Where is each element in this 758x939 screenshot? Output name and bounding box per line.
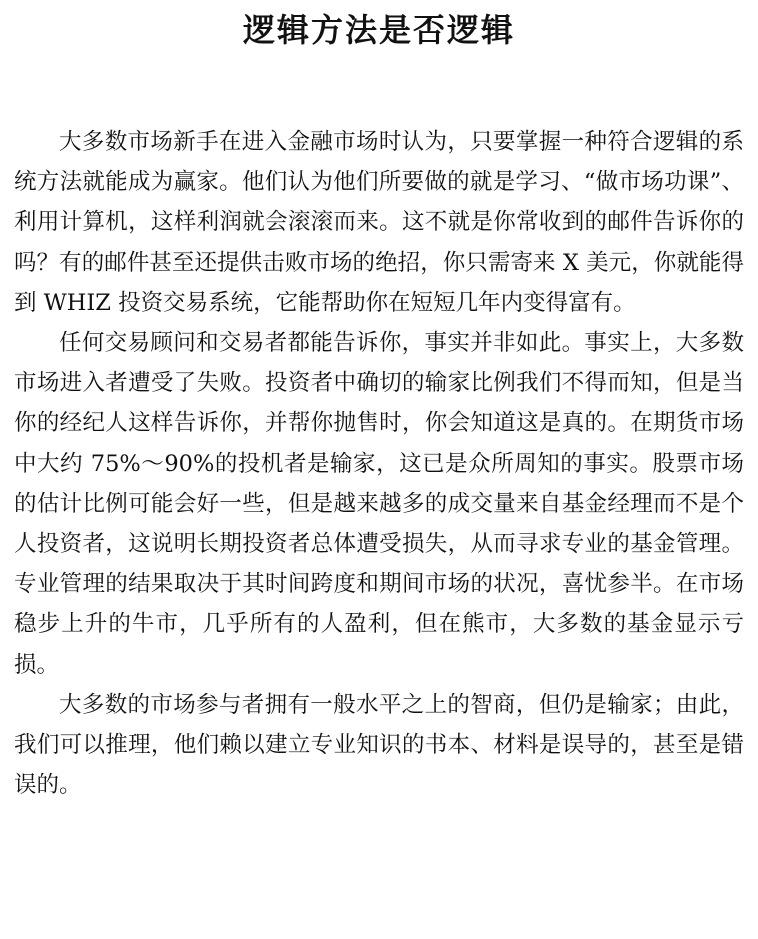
body-text [14,122,744,805]
paragraph-3: 大多数的市场参与者拥有一般水平之上的智商，但仍是输家；由此，我们可以推理，他们赖以建立专业知识的书本、材料是误导的，甚至是错误的。 [14,691,744,799]
paragraph-1: 大多数市场新手在进入金融市场时认为，只要掌握一种符合逻辑的系统方法就能成为赢家。他们认为他们所要做的就是学习、“做市场功课”、利用计算机，这样利润就会滚滚而来。这不就是你常收到的邮件告诉你的吗？有的邮件甚至还提供击败市场的绝招，你只需寄来 X 美元，你就能得到 WHIZ 投资交易系统，它能帮助你在短短几年内变得富有。 [14,129,744,316]
page-title: 逻辑方法是否逻辑 [242,11,515,49]
paragraph-2: 任何交易顾问和交易者都能告诉你，事实并非如此。事实上，大多数市场进入者遭受了失败。投资者中确切的输家比例我们不得而知，但是当你的经纪人这样告诉你，并帮你抛售时，你会知道这是真的。在期货市场中大约 75%～90%的投机者是输家，这已是众所周知的事实。股票市场的估计比例可能会好一些，但是越来越多的成交量来自基金经理而不是个人投资者，这说明长期投资者总体遭受损失，从而寻求专业的基金管理。专业管理的结果取决于其时间跨度和期间市场的状况，喜忧参半。在市场稳步上升的牛市，几乎所有的人盈利，但在熊市，大多数的基金显示亏损。 [14,330,744,678]
